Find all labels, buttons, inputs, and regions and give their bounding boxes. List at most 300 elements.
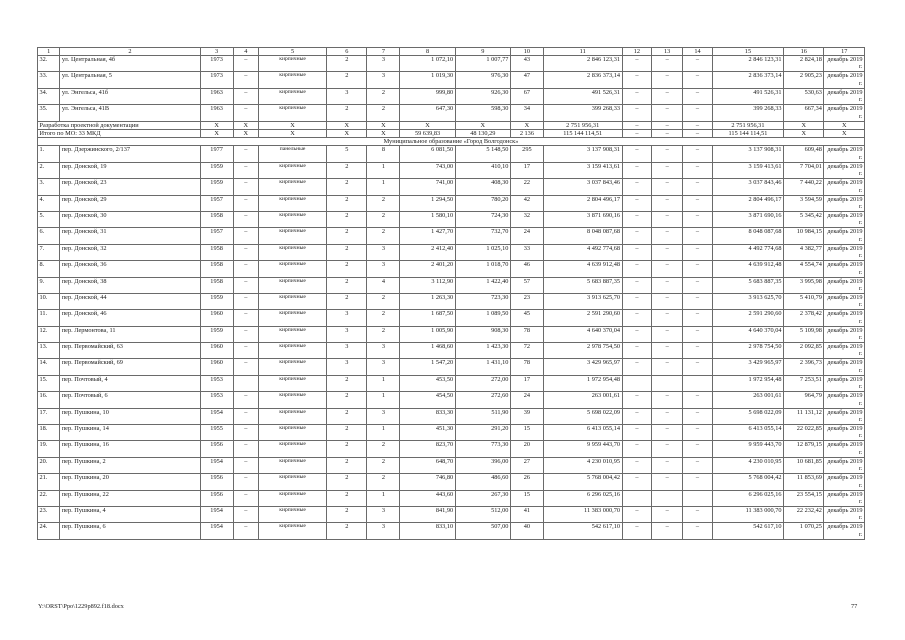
due-date-cell: декабрь 2019 г.	[824, 162, 865, 178]
empty-cell: –	[622, 162, 652, 178]
row-number: 15.	[38, 375, 60, 391]
column-number: 2	[60, 48, 200, 56]
cost-cell: 8 048 087,68	[543, 228, 622, 244]
column-number: 11	[543, 48, 622, 56]
summary-cell: X	[824, 129, 865, 137]
row-number: 18.	[38, 425, 60, 441]
residents-cell: 46	[510, 261, 543, 277]
floors-cell: 2	[327, 277, 367, 293]
year-cell: 1954	[200, 506, 233, 522]
due-date-cell: декабрь 2019 г.	[824, 359, 865, 375]
empty-cell: –	[683, 293, 713, 309]
due-date-cell: декабрь 2019 г.	[824, 228, 865, 244]
total-area-cell: 1 427,70	[400, 228, 455, 244]
living-area-cell: 5 148,50	[455, 146, 510, 162]
summary-cell: X	[259, 129, 327, 137]
empty-cell: –	[652, 72, 683, 88]
address-cell: пер. Пушкина, 16	[60, 441, 200, 457]
summary-cell: –	[683, 121, 713, 129]
empty-cell: –	[683, 392, 713, 408]
floors-cell: 2	[327, 441, 367, 457]
cost-regional-cell: 1 972 954,48	[712, 375, 783, 391]
living-area-cell: 773,30	[455, 441, 510, 457]
column-number: 5	[259, 48, 327, 56]
table-row	[38, 146, 865, 162]
empty-cell: –	[683, 146, 713, 162]
row-number: 34.	[38, 88, 60, 104]
address-cell: пер. Донской, 32	[60, 244, 200, 260]
empty-cell: –	[233, 425, 259, 441]
cost-regional-cell: 4 639 912,48	[712, 261, 783, 277]
address-cell: ул. Энгельса, 41В	[60, 105, 200, 121]
cost-regional-cell: 2 591 290,60	[712, 310, 783, 326]
residents-cell: 39	[510, 408, 543, 424]
cost-cell: 6 413 055,14	[543, 425, 622, 441]
entrances-cell: 2	[367, 474, 400, 490]
summary-cell: 115 144 114,51	[712, 129, 783, 137]
material-cell: кирпичные	[259, 162, 327, 178]
due-date-cell: декабрь 2019 г.	[824, 425, 865, 441]
row-number: 2.	[38, 162, 60, 178]
address-cell: пер. Донской, 36	[60, 261, 200, 277]
cost-regional-cell: 491 526,31	[712, 88, 783, 104]
year-cell: 1959	[200, 293, 233, 309]
cost-regional-cell: 3 913 625,70	[712, 293, 783, 309]
summary-cell: X	[327, 121, 367, 129]
housing-repair-table	[37, 47, 865, 540]
row-number: 9.	[38, 277, 60, 293]
empty-cell: –	[683, 474, 713, 490]
empty-cell: –	[622, 146, 652, 162]
empty-cell: –	[652, 425, 683, 441]
entrances-cell: 3	[367, 56, 400, 72]
residents-cell: 17	[510, 375, 543, 391]
column-number: 9	[455, 48, 510, 56]
empty-cell: –	[683, 162, 713, 178]
empty-cell: –	[622, 88, 652, 104]
total-area-cell: 2 401,20	[400, 261, 455, 277]
table-row	[38, 105, 865, 121]
row-number: 7.	[38, 244, 60, 260]
year-cell: 1963	[200, 88, 233, 104]
cost-regional-cell: 542 617,10	[712, 523, 783, 539]
row-number: 35.	[38, 105, 60, 121]
due-date-cell: декабрь 2019 г.	[824, 211, 865, 227]
address-cell: пер. Пушкина, 10	[60, 408, 200, 424]
empty-cell: –	[622, 72, 652, 88]
material-cell: кирпичные	[259, 359, 327, 375]
year-cell: 1953	[200, 392, 233, 408]
due-date-cell: декабрь 2019 г.	[824, 277, 865, 293]
floors-cell: 3	[327, 326, 367, 342]
material-cell: кирпичные	[259, 425, 327, 441]
material-cell: кирпичные	[259, 72, 327, 88]
empty-cell: –	[622, 392, 652, 408]
total-area-cell: 2 412,40	[400, 244, 455, 260]
column-number: 3	[200, 48, 233, 56]
empty-cell: –	[233, 293, 259, 309]
summary-cell: –	[622, 129, 652, 137]
material-cell: кирпичные	[259, 490, 327, 506]
row-number: 22.	[38, 490, 60, 506]
empty-cell: –	[652, 293, 683, 309]
due-date-cell: декабрь 2019 г.	[824, 244, 865, 260]
residents-cell: 45	[510, 310, 543, 326]
empty-cell	[622, 490, 652, 506]
cost-regional-cell: 9 959 443,70	[712, 441, 783, 457]
cost-regional-cell: 2 846 123,31	[712, 56, 783, 72]
total-area-cell: 454,50	[400, 392, 455, 408]
column-number: 7	[367, 48, 400, 56]
summary-cell: X	[455, 121, 510, 129]
row-number: 10.	[38, 293, 60, 309]
empty-cell	[652, 375, 683, 391]
empty-cell: –	[233, 179, 259, 195]
table-row	[38, 359, 865, 375]
material-cell: кирпичные	[259, 277, 327, 293]
empty-cell: –	[233, 408, 259, 424]
due-date-cell: декабрь 2019 г.	[824, 105, 865, 121]
cost-cell: 399 268,33	[543, 105, 622, 121]
unit-cost-cell: 7 704,01	[784, 162, 824, 178]
floors-cell: 2	[327, 293, 367, 309]
unit-cost-cell: 10 984,15	[784, 228, 824, 244]
cost-cell: 4 640 370,04	[543, 326, 622, 342]
unit-cost-cell: 2 396,73	[784, 359, 824, 375]
empty-cell: –	[683, 88, 713, 104]
cost-regional-cell: 3 159 413,61	[712, 162, 783, 178]
year-cell: 1957	[200, 228, 233, 244]
year-cell: 1959	[200, 179, 233, 195]
unit-cost-cell: 22 232,42	[784, 506, 824, 522]
empty-cell: –	[233, 105, 259, 121]
due-date-cell: декабрь 2019 г.	[824, 310, 865, 326]
summary-cell: X	[233, 121, 259, 129]
table-row	[38, 343, 865, 359]
year-cell: 1956	[200, 441, 233, 457]
living-area-cell: 396,00	[455, 457, 510, 473]
empty-cell: –	[652, 310, 683, 326]
due-date-cell: декабрь 2019 г.	[824, 179, 865, 195]
cost-cell: 2 978 754,50	[543, 343, 622, 359]
due-date-cell: декабрь 2019 г.	[824, 474, 865, 490]
living-area-cell: 724,30	[455, 211, 510, 227]
table-row	[38, 457, 865, 473]
summary-cell: 2 751 956,31	[712, 121, 783, 129]
address-cell: пер. Пушкина, 22	[60, 490, 200, 506]
empty-cell: –	[233, 474, 259, 490]
total-area-cell: 6 081,50	[400, 146, 455, 162]
summary-cell: X	[200, 129, 233, 137]
empty-cell: –	[683, 326, 713, 342]
empty-cell: –	[652, 179, 683, 195]
cost-cell: 2 836 373,14	[543, 72, 622, 88]
floors-cell: 5	[327, 146, 367, 162]
column-number: 8	[400, 48, 455, 56]
column-number: 10	[510, 48, 543, 56]
cost-cell: 263 001,61	[543, 392, 622, 408]
unit-cost-cell: 5 109,98	[784, 326, 824, 342]
empty-cell: –	[233, 211, 259, 227]
unit-cost-cell: 4 382,77	[784, 244, 824, 260]
cost-cell: 3 137 908,31	[543, 146, 622, 162]
entrances-cell: 2	[367, 441, 400, 457]
empty-cell: –	[683, 457, 713, 473]
empty-cell: –	[683, 523, 713, 539]
material-cell: кирпичные	[259, 228, 327, 244]
total-area-cell: 1 468,60	[400, 343, 455, 359]
material-cell: кирпичные	[259, 375, 327, 391]
cost-cell: 5 768 004,42	[543, 474, 622, 490]
total-area-cell: 823,70	[400, 441, 455, 457]
address-cell: пер. Донской, 30	[60, 211, 200, 227]
living-area-cell: 486,60	[455, 474, 510, 490]
address-cell: пер. Первомайский, 63	[60, 343, 200, 359]
empty-cell: –	[683, 72, 713, 88]
floors-cell: 3	[327, 343, 367, 359]
empty-cell: –	[622, 228, 652, 244]
empty-cell: –	[622, 457, 652, 473]
entrances-cell: 1	[367, 425, 400, 441]
entrances-cell: 2	[367, 457, 400, 473]
empty-cell: –	[683, 408, 713, 424]
year-cell: 1959	[200, 162, 233, 178]
due-date-cell: декабрь 2019 г.	[824, 72, 865, 88]
empty-cell: –	[652, 523, 683, 539]
residents-cell: 34	[510, 105, 543, 121]
empty-cell: –	[683, 261, 713, 277]
residents-cell: 27	[510, 457, 543, 473]
unit-cost-cell: 2 824,18	[784, 56, 824, 72]
column-number: 15	[712, 48, 783, 56]
residents-cell: 15	[510, 425, 543, 441]
living-area-cell: 511,90	[455, 408, 510, 424]
empty-cell: –	[622, 179, 652, 195]
row-label: Разработка проектной документации	[38, 121, 201, 129]
total-area-cell: 1 005,90	[400, 326, 455, 342]
entrances-cell: 1	[367, 392, 400, 408]
empty-cell: –	[233, 359, 259, 375]
column-number-row	[38, 48, 865, 56]
due-date-cell: декабрь 2019 г.	[824, 506, 865, 522]
entrances-cell: 2	[367, 195, 400, 211]
residents-cell: 57	[510, 277, 543, 293]
empty-cell: –	[622, 244, 652, 260]
row-number: 17.	[38, 408, 60, 424]
address-cell: пер. Пушкина, 4	[60, 506, 200, 522]
material-cell: кирпичные	[259, 457, 327, 473]
entrances-cell: 2	[367, 105, 400, 121]
page-number: 77	[851, 603, 858, 610]
due-date-cell: декабрь 2019 г.	[824, 88, 865, 104]
living-area-cell: 732,70	[455, 228, 510, 244]
empty-cell: –	[622, 474, 652, 490]
material-cell: панельные	[259, 146, 327, 162]
empty-cell: –	[622, 506, 652, 522]
unit-cost-cell: 7 440,22	[784, 179, 824, 195]
table-row	[38, 211, 865, 227]
cost-regional-cell: 399 268,33	[712, 105, 783, 121]
cost-regional-cell: 3 137 908,31	[712, 146, 783, 162]
address-cell: пер. Донской, 38	[60, 277, 200, 293]
residents-cell: 23	[510, 293, 543, 309]
address-cell: ул. Энгельса, 41б	[60, 88, 200, 104]
year-cell: 1973	[200, 56, 233, 72]
residents-cell: 72	[510, 343, 543, 359]
summary-cell: X	[400, 121, 455, 129]
cost-cell: 2 804 496,17	[543, 195, 622, 211]
column-number: 4	[233, 48, 259, 56]
empty-cell: –	[652, 88, 683, 104]
table-row	[38, 88, 865, 104]
column-number: 13	[652, 48, 683, 56]
entrances-cell: 3	[367, 523, 400, 539]
material-cell: кирпичные	[259, 56, 327, 72]
living-area-cell: 1 422,40	[455, 277, 510, 293]
unit-cost-cell: 22 022,85	[784, 425, 824, 441]
material-cell: кирпичные	[259, 179, 327, 195]
total-area-cell: 647,30	[400, 105, 455, 121]
due-date-cell: декабрь 2019 г.	[824, 293, 865, 309]
summary-cell: –	[652, 121, 683, 129]
material-cell: кирпичные	[259, 326, 327, 342]
floors-cell: 2	[327, 457, 367, 473]
empty-cell: –	[233, 244, 259, 260]
entrances-cell: 3	[367, 343, 400, 359]
cost-cell: 3 871 690,16	[543, 211, 622, 227]
empty-cell: –	[683, 310, 713, 326]
total-row	[38, 129, 865, 137]
due-date-cell: декабрь 2019 г.	[824, 375, 865, 391]
living-area-cell: 1 007,77	[455, 56, 510, 72]
total-area-cell: 453,50	[400, 375, 455, 391]
unit-cost-cell: 4 554,74	[784, 261, 824, 277]
floors-cell: 3	[327, 359, 367, 375]
residents-cell: 42	[510, 195, 543, 211]
living-area-cell: 1 018,70	[455, 261, 510, 277]
material-cell: кирпичные	[259, 523, 327, 539]
floors-cell: 2	[327, 105, 367, 121]
total-area-cell: 1 294,50	[400, 195, 455, 211]
entrances-cell: 3	[367, 359, 400, 375]
table-row	[38, 228, 865, 244]
empty-cell: –	[683, 343, 713, 359]
address-cell: ул. Центральная, 4б	[60, 56, 200, 72]
due-date-cell: декабрь 2019 г.	[824, 343, 865, 359]
year-cell: 1977	[200, 146, 233, 162]
table-row	[38, 441, 865, 457]
residents-cell: 20	[510, 441, 543, 457]
unit-cost-cell: 2 905,23	[784, 72, 824, 88]
floors-cell: 2	[327, 474, 367, 490]
column-number: 6	[327, 48, 367, 56]
summary-cell: 2 136	[510, 129, 543, 137]
table-row	[38, 310, 865, 326]
unit-cost-cell: 5 410,79	[784, 293, 824, 309]
due-date-cell: декабрь 2019 г.	[824, 326, 865, 342]
cost-regional-cell: 2 978 754,50	[712, 343, 783, 359]
residents-cell: 24	[510, 228, 543, 244]
unit-cost-cell: 530,63	[784, 88, 824, 104]
table-row	[38, 72, 865, 88]
section-title: Муниципальное образование «Город Волгодонск»	[38, 138, 865, 146]
floors-cell: 2	[327, 179, 367, 195]
residents-cell: 295	[510, 146, 543, 162]
summary-cell: X	[824, 121, 865, 129]
empty-cell	[683, 375, 713, 391]
year-cell: 1958	[200, 244, 233, 260]
unit-cost-cell: 3 594,59	[784, 195, 824, 211]
living-area-cell: 1 431,10	[455, 359, 510, 375]
residents-cell: 24	[510, 392, 543, 408]
living-area-cell: 926,30	[455, 88, 510, 104]
empty-cell: –	[622, 211, 652, 227]
year-cell: 1955	[200, 425, 233, 441]
empty-cell: –	[652, 408, 683, 424]
empty-cell: –	[622, 425, 652, 441]
summary-cell: X	[200, 121, 233, 129]
empty-cell	[683, 490, 713, 506]
empty-cell: –	[233, 523, 259, 539]
material-cell: кирпичные	[259, 261, 327, 277]
floors-cell: 3	[327, 310, 367, 326]
cost-cell: 6 296 025,16	[543, 490, 622, 506]
empty-cell: –	[683, 506, 713, 522]
summary-cell: X	[367, 129, 400, 137]
empty-cell: –	[233, 162, 259, 178]
row-number: 11.	[38, 310, 60, 326]
cost-regional-cell: 4 640 370,04	[712, 326, 783, 342]
empty-cell: –	[652, 211, 683, 227]
address-cell: пер. Первомайский, 69	[60, 359, 200, 375]
year-cell: 1954	[200, 457, 233, 473]
floors-cell: 2	[327, 162, 367, 178]
unit-cost-cell: 2 092,85	[784, 343, 824, 359]
table-row	[38, 179, 865, 195]
cost-regional-cell: 4 492 774,68	[712, 244, 783, 260]
table-row	[38, 474, 865, 490]
material-cell: кирпичные	[259, 408, 327, 424]
cost-regional-cell: 5 683 887,35	[712, 277, 783, 293]
cost-cell: 3 429 965,97	[543, 359, 622, 375]
living-area-cell: 410,10	[455, 162, 510, 178]
entrances-cell: 1	[367, 375, 400, 391]
unit-cost-cell: 2 378,42	[784, 310, 824, 326]
floors-cell: 2	[327, 211, 367, 227]
total-area-cell: 1 687,50	[400, 310, 455, 326]
empty-cell: –	[652, 244, 683, 260]
due-date-cell: декабрь 2019 г.	[824, 441, 865, 457]
entrances-cell: 3	[367, 408, 400, 424]
empty-cell: –	[652, 195, 683, 211]
cost-regional-cell: 5 698 022,09	[712, 408, 783, 424]
empty-cell: –	[683, 105, 713, 121]
empty-cell: –	[233, 490, 259, 506]
table-row	[38, 293, 865, 309]
total-area-cell: 1 072,10	[400, 56, 455, 72]
table-row	[38, 195, 865, 211]
floors-cell: 2	[327, 523, 367, 539]
total-area-cell: 841,90	[400, 506, 455, 522]
row-number: 13.	[38, 343, 60, 359]
entrances-cell: 2	[367, 326, 400, 342]
summary-cell: X	[259, 121, 327, 129]
column-number: 16	[784, 48, 824, 56]
cost-cell: 5 683 887,35	[543, 277, 622, 293]
entrances-cell: 3	[367, 244, 400, 260]
total-area-cell: 999,80	[400, 88, 455, 104]
summary-cell: X	[784, 129, 824, 137]
